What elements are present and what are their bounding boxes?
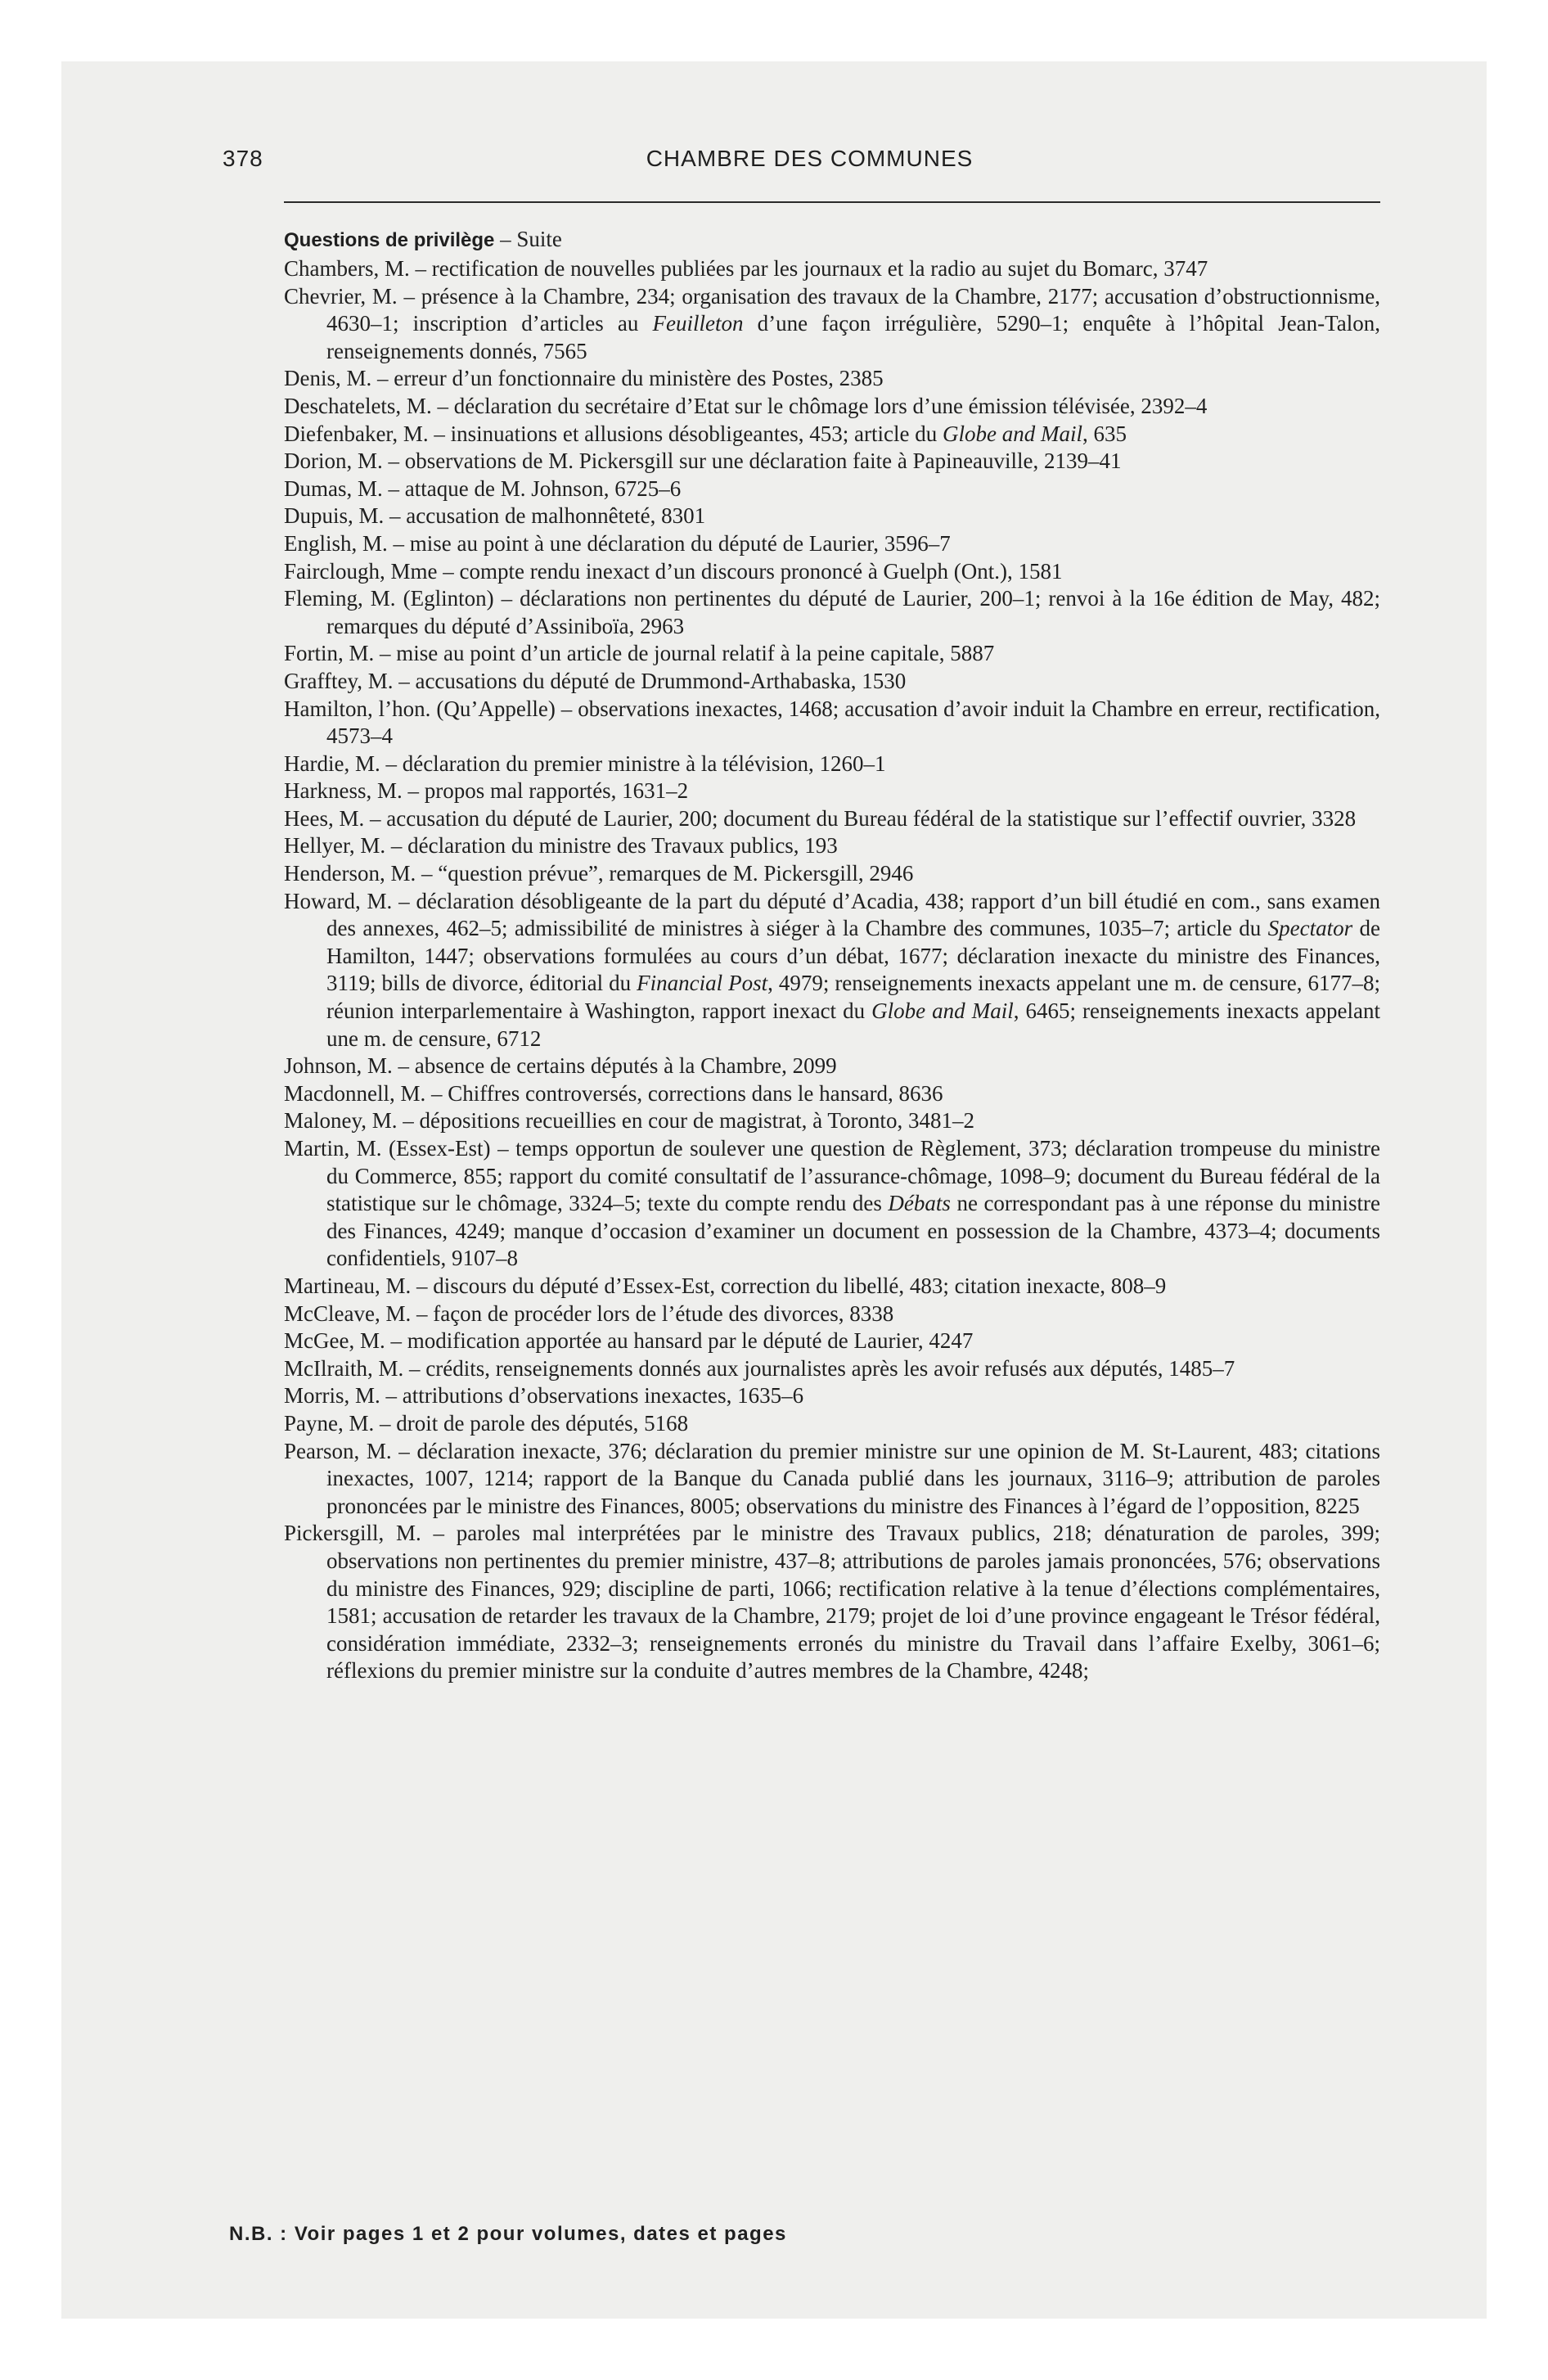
index-entry	[284, 1135, 1380, 1273]
entry-member-name: Macdonnell, M.	[284, 1080, 426, 1106]
header-rule	[284, 201, 1380, 203]
entry-text: , 635	[1082, 421, 1127, 446]
entry-member-name: Morris, M.	[284, 1383, 380, 1409]
entry-member-name: McIlraith, M.	[284, 1355, 404, 1381]
index-entry	[284, 1273, 1380, 1300]
entry-text: – accusation du député de Laurier, 200; document du Bureau fédéral de la statistique sur l’effectif ouvrier, 3328	[364, 805, 1357, 831]
entry-text: – crédits, renseignements donnés aux journalistes après les avoir refusés aux députés, 1485–7	[403, 1355, 1235, 1381]
entry-text: – modification apportée au hansard par le député de Laurier, 4247	[385, 1328, 974, 1354]
index-entry	[284, 1053, 1380, 1080]
entry-text: – mise au point d’un article de journal relatif à la peine capitale, 5887	[374, 641, 995, 666]
entry-text: – temps opportun de soulever une question de Règlement, 373; déclaration trompeuse du ministre du Commerce, 855; rapport du comité consultatif de l’assurance-chômage, 1098–9; document du Bureau fédéral de la statistique sur le chômage, 3324–5; texte du compte rendu des	[326, 1136, 1380, 1216]
entry-member-name: Howard, M.	[284, 888, 393, 913]
page-number: 378	[223, 146, 263, 171]
index-entry	[284, 696, 1380, 751]
entry-member-name: Fairclough, Mme	[284, 558, 438, 584]
index-entry	[284, 503, 1380, 530]
index-entry	[284, 640, 1380, 668]
entry-text: – discours du député d’Essex-Est, correction du libellé, 483; citation inexacte, 808–9	[411, 1273, 1167, 1298]
entry-member-name: Johnson, M.	[284, 1053, 393, 1079]
index-entry	[284, 476, 1380, 503]
entry-member-name: Hardie, M.	[284, 751, 380, 776]
entry-member-name: Deschatelets, M.	[284, 393, 432, 418]
entry-text: – déclaration inexacte, 376; déclaration du premier ministre sur une opinion de M. St-Laurent, 483; citations inexactes, 1007, 1214; rapport de la Banque du Canada publié dans les journaux, 3116–9; attribution de paroles prononcées par le ministre des Finances, 8005; observations du ministre des Finances à l’égard de l’opposition, 8225	[326, 1438, 1380, 1518]
index-entry	[284, 585, 1380, 640]
entry-member-name: Hees, M.	[284, 805, 365, 831]
entry-text: , 6465; renseignements inexacts appelant une m. de censure, 6712	[326, 998, 1380, 1051]
index-entry	[284, 365, 1380, 393]
entry-member-name: McGee, M.	[284, 1328, 385, 1354]
entry-text: – erreur d’un fonctionnaire du ministère des Postes, 2385	[371, 366, 884, 391]
section-heading-title: Questions de privilège	[284, 229, 495, 251]
index-entry	[284, 668, 1380, 696]
entry-text: – insinuations et allusions désobligeantes, 453; article du	[428, 421, 943, 446]
entry-text: – déclarations non pertinentes du député de Laurier, 200–1; renvoi à la 16e édition de May, 482; remarques du député d’Assiniboïa, 2963	[326, 586, 1380, 638]
index-entry	[284, 1107, 1380, 1135]
entry-text: de Hamilton, 1447; observations formulées au cours d’un débat, 1677; déclaration inexacte du ministre des Finances, 3119; bills de divorce, éditorial du	[326, 916, 1381, 996]
entry-italic-title: Spectator	[1267, 916, 1353, 941]
index-entries	[284, 255, 1380, 1685]
index-entry	[284, 751, 1380, 778]
entry-text: – façon de procéder lors de l’étude des divorces, 8338	[411, 1300, 894, 1326]
entry-text: , 4979; renseignements inexacts appelant une m. de censure, 6177–8; réunion interparlementaire à Washington, rapport inexact du	[326, 971, 1381, 1024]
entry-text: – déclaration du premier ministre à la télévision, 1260–1	[380, 751, 886, 776]
entry-text: – observations inexactes, 1468; accusation d’avoir induit la Chambre en erreur, rectification, 4573–4	[326, 696, 1380, 749]
entry-member-name: Dorion, M.	[284, 449, 383, 474]
entry-member-name: Dumas, M.	[284, 476, 383, 501]
entry-member-name: Chambers, M.	[284, 256, 410, 281]
entry-italic-title: Financial Post	[637, 971, 768, 996]
entry-text: – propos mal rapportés, 1631–2	[402, 778, 689, 804]
entry-text: d’une façon irrégulière, 5290–1; enquête à l’hôpital Jean-Talon, renseignements donnés, 7565	[326, 311, 1381, 363]
index-entry	[284, 1300, 1380, 1328]
entry-text: – paroles mal interprétées par le ministre des Travaux publics, 218; dénaturation de paroles, 399; observations non pertinentes du premier ministre, 437–8; attributions de paroles jamais prononcées, 576; observations du ministre des Finances, 929; discipline de parti, 1066; rectification relative à la tenue d’élections complémentaires, 1581; accusation de retarder les travaux de la Chambre, 2179; projet de loi d’une province engageant le Trésor fédéral, considération immédiate, 2332–3; renseignements erronés du ministre du Travail dans l’affaire Exelby, 3061–6; réflexions du premier ministre sur la conduite d’autres membres de la Chambre, 4248;	[326, 1521, 1380, 1684]
entry-text: – mise au point à une déclaration du député de Laurier, 3596–7	[387, 530, 951, 556]
footer-note: N.B. : Voir pages 1 et 2 pour volumes, dates et pages	[229, 2223, 787, 2245]
entry-member-name: Diefenbaker, M.	[284, 421, 429, 446]
entry-text: – attaque de M. Johnson, 6725–6	[382, 476, 682, 501]
index-entry	[284, 1382, 1380, 1410]
section-heading	[284, 226, 1380, 254]
index-entry	[284, 421, 1380, 449]
entry-text: – “question prévue”, remarques de M. Pickersgill, 2946	[416, 861, 914, 886]
entry-member-name: Fortin, M.	[284, 641, 375, 666]
entry-text: – observations de M. Pickersgill sur une déclaration faite à Papineauville, 2139–41	[382, 449, 1122, 474]
entry-member-name: Martineau, M.	[284, 1273, 412, 1298]
entry-member-name: Grafftey, M.	[284, 668, 394, 693]
entry-text: – absence de certains députés à la Chambre, 2099	[392, 1053, 837, 1079]
entry-member-name: Pearson, M.	[284, 1438, 392, 1463]
entry-text: – accusation de malhonnêteté, 8301	[384, 503, 706, 529]
entry-member-name: Fleming, M. (Eglinton)	[284, 586, 494, 611]
entry-text: – déclaration du ministre des Travaux publics, 193	[385, 833, 838, 859]
entry-italic-title: Globe and Mail	[871, 998, 1014, 1024]
entry-text: – rectification de nouvelles publiées par les journaux et la radio au sujet du Bomarc, 3747	[409, 256, 1208, 281]
index-entry	[284, 1327, 1380, 1355]
entry-text: – Chiffres controversés, corrections dans le hansard, 8636	[425, 1080, 943, 1106]
index-entry	[284, 832, 1380, 860]
index-entry	[284, 888, 1380, 1053]
index-entry	[284, 255, 1380, 283]
entry-member-name: Pickersgill, M.	[284, 1521, 421, 1546]
entry-text: – droit de parole des députés, 5168	[374, 1410, 689, 1436]
entry-italic-title: Globe and Mail	[943, 421, 1082, 446]
index-entry	[284, 778, 1380, 805]
index-entry	[284, 530, 1380, 558]
entry-text: – présence à la Chambre, 234; organisation des travaux de la Chambre, 2177; accusation d’obstructionnisme, 4630–1; inscription d’articles au	[326, 283, 1380, 336]
entry-member-name: Dupuis, M.	[284, 503, 385, 529]
index-entry	[284, 1520, 1380, 1685]
entry-italic-title: Feuilleton	[652, 311, 744, 336]
index-entry	[284, 283, 1380, 366]
entry-text: – déclaration du secrétaire d’Etat sur le chômage lors d’une émission télévisée, 2392–4	[431, 393, 1208, 418]
entry-text: – compte rendu inexact d’un discours prononcé à Guelph (Ont.), 1581	[437, 558, 1063, 584]
entry-text: – dépositions recueillies en cour de magistrat, à Toronto, 3481–2	[397, 1108, 974, 1134]
running-title: CHAMBRE DES COMMUNES	[646, 146, 974, 171]
entry-member-name: Harkness, M.	[284, 778, 403, 804]
index-entry	[284, 1438, 1380, 1521]
index-entry	[284, 1410, 1380, 1438]
entry-member-name: Hellyer, M.	[284, 833, 386, 859]
entry-member-name: Martin, M. (Essex-Est)	[284, 1136, 491, 1161]
index-entry	[284, 558, 1380, 586]
entry-member-name: Henderson, M.	[284, 861, 416, 886]
entry-member-name: Denis, M.	[284, 366, 372, 391]
index-column	[284, 226, 1380, 1685]
entry-text: ne correspondant pas à une réponse du ministre des Finances, 4249; manque d’occasion d’examiner un document en possession de la Chambre, 4373–4; documents confidentiels, 9107–8	[326, 1191, 1380, 1271]
entry-member-name: McCleave, M.	[284, 1300, 412, 1326]
entry-text: – attributions d’observations inexactes, 1635–6	[380, 1383, 804, 1409]
entry-text: – déclaration désobligeante de la part du député d’Acadia, 438; rapport d’un bill étudié en com., sans examen des annexes, 462–5; admissibilité de ministres à siéger à la Chambre des communes, 1035–7; article du	[326, 888, 1381, 941]
index-entry	[284, 805, 1380, 833]
entry-member-name: Payne, M.	[284, 1410, 375, 1436]
section-heading-continuation: – Suite	[494, 227, 562, 251]
entry-member-name: Hamilton, l’hon. (Qu’Appelle)	[284, 696, 556, 721]
index-entry	[284, 1080, 1380, 1108]
index-entry	[284, 860, 1380, 888]
page-header	[223, 146, 1397, 178]
index-entry	[284, 448, 1380, 476]
entry-member-name: Maloney, M.	[284, 1108, 398, 1134]
entry-italic-title: Débats	[888, 1191, 951, 1216]
entry-member-name: English, M.	[284, 530, 388, 556]
index-entry	[284, 393, 1380, 421]
entry-text: – accusations du député de Drummond-Arthabaska, 1530	[393, 668, 907, 693]
index-entry	[284, 1355, 1380, 1383]
entry-member-name: Chevrier, M.	[284, 283, 398, 309]
